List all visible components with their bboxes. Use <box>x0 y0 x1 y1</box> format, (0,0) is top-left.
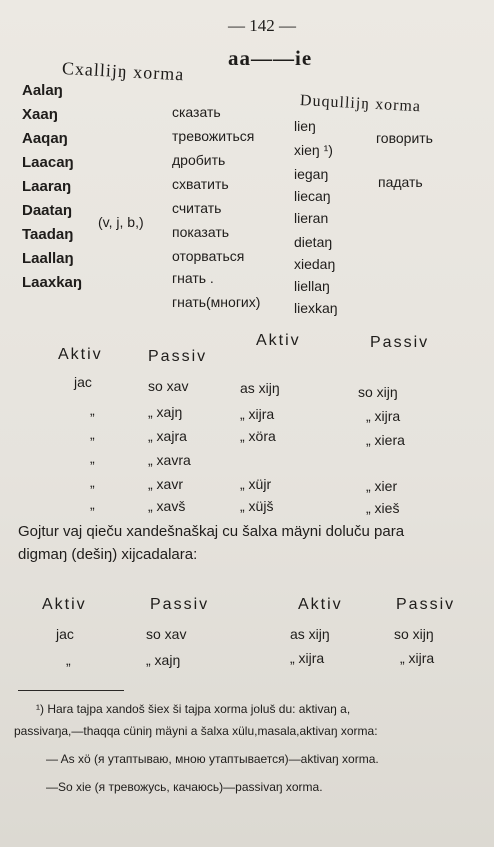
derived-form: liexkaŋ <box>294 300 338 316</box>
table-cell: „ xijra <box>400 650 435 666</box>
table-cell: „ xiera <box>366 432 405 448</box>
table-cell: „ <box>90 426 95 442</box>
table-cell: „ xier <box>366 478 398 494</box>
table1-header-aktiv: Aktiv <box>58 346 103 363</box>
grammar-note: (v, j, b,) <box>98 214 144 230</box>
translation: оторваться <box>172 248 245 264</box>
table-cell: „ xieš <box>366 500 400 516</box>
table-cell: so xijŋ <box>358 384 398 400</box>
translation: показать <box>172 224 230 240</box>
derived-form: iegaŋ <box>294 166 329 182</box>
table-cell: „ xöra <box>240 428 276 444</box>
footnote-line: ¹) Hara tajpa xandoš šiex ši tajpa xorma joluš du: aktivaŋ a, <box>36 702 351 716</box>
table-cell: so xav <box>148 378 189 394</box>
translation: схватить <box>172 176 229 192</box>
table-cell: so xav <box>146 626 187 642</box>
table2-header-aktiv: Aktiv <box>42 596 87 613</box>
headword: Daataŋ <box>22 202 73 219</box>
table-cell: „ xijra <box>240 406 275 422</box>
translation: гнать(многих) <box>172 294 261 310</box>
paragraph-line: Gojtur vaj qieču xandešnaškaj cu šalxa mäyni doluču para <box>18 523 405 540</box>
table1-header-passiv: Passiv <box>370 334 430 351</box>
table1-header-aktiv: Aktiv <box>256 332 301 349</box>
derived-form: dietaŋ <box>294 234 333 250</box>
derived-form: xieŋ ¹) <box>294 142 333 158</box>
derived-form: liellaŋ <box>294 278 330 294</box>
page-heading: aa——ie <box>228 46 313 70</box>
table-cell: „ <box>90 474 95 490</box>
table-cell: jac <box>74 374 92 390</box>
page-number: — 142 — <box>228 16 296 35</box>
table-cell: „ xavra <box>148 452 191 468</box>
headword: Aalaŋ <box>22 82 63 99</box>
translation: тревожиться <box>172 128 255 144</box>
translation: говорить <box>376 130 433 146</box>
table-cell: „ xavr <box>148 476 183 492</box>
table1-header-passiv: Passiv <box>148 348 208 365</box>
footnote-divider <box>18 690 124 691</box>
translation: падать <box>378 174 423 190</box>
headword: Laallaŋ <box>22 250 74 267</box>
translation: сказать <box>172 104 221 120</box>
headword: Xaaŋ <box>22 106 58 123</box>
headword: Aaqaŋ <box>22 130 68 147</box>
table-cell: „ <box>90 496 95 512</box>
table-cell: „ xajŋ <box>146 652 181 668</box>
table-cell: „ xüjš <box>240 498 274 514</box>
table-cell: so xijŋ <box>394 626 434 642</box>
derived-form: lieran <box>294 210 329 226</box>
derived-form: lieŋ <box>294 118 316 134</box>
right-column-title: Duqullijŋ xorma <box>299 92 422 116</box>
headword: Laaxkaŋ <box>22 274 83 291</box>
footnote-line: — As xö (я утаптываю, мною утаптывается)—aktivaŋ xorma. <box>46 752 379 766</box>
paragraph-line: digmaŋ (dešiŋ) xijcadalara: <box>18 546 198 563</box>
table-cell: „ xüjr <box>240 476 272 492</box>
translation: считать <box>172 200 222 216</box>
headword: Laaraŋ <box>22 178 72 195</box>
table-cell: as xijŋ <box>240 380 280 396</box>
table-cell: „ <box>90 450 95 466</box>
table-cell: „ <box>66 652 71 668</box>
table2-header-passiv: Passiv <box>396 596 456 613</box>
left-column-title: Cxallijŋ xorma <box>61 58 185 85</box>
headword: Taadaŋ <box>22 226 74 243</box>
table-cell: „ xavš <box>148 498 186 514</box>
derived-form: xiedaŋ <box>294 256 336 272</box>
footnote-line: passivaŋa,—thaqqa cüniŋ mäyni a šalxa xülu,masala,aktivaŋ xorma: <box>14 724 378 738</box>
translation: дробить <box>172 152 226 168</box>
headword: Laacaŋ <box>22 154 74 171</box>
table-cell: „ xajra <box>148 428 187 444</box>
table2-header-passiv: Passiv <box>150 596 210 613</box>
table-cell: jac <box>56 626 74 642</box>
translation: гнать . <box>172 270 214 286</box>
table-cell: „ xajŋ <box>148 404 183 420</box>
footnote-line: —So xie (я тревожусь, качаюсь)—passivaŋ xorma. <box>46 780 323 794</box>
table-cell: as xijŋ <box>290 626 330 642</box>
table2-header-aktiv: Aktiv <box>298 596 343 613</box>
table-cell: „ xijra <box>290 650 325 666</box>
derived-form: liecaŋ <box>294 188 331 204</box>
table-cell: „ <box>90 402 95 418</box>
table-cell: „ xijra <box>366 408 401 424</box>
